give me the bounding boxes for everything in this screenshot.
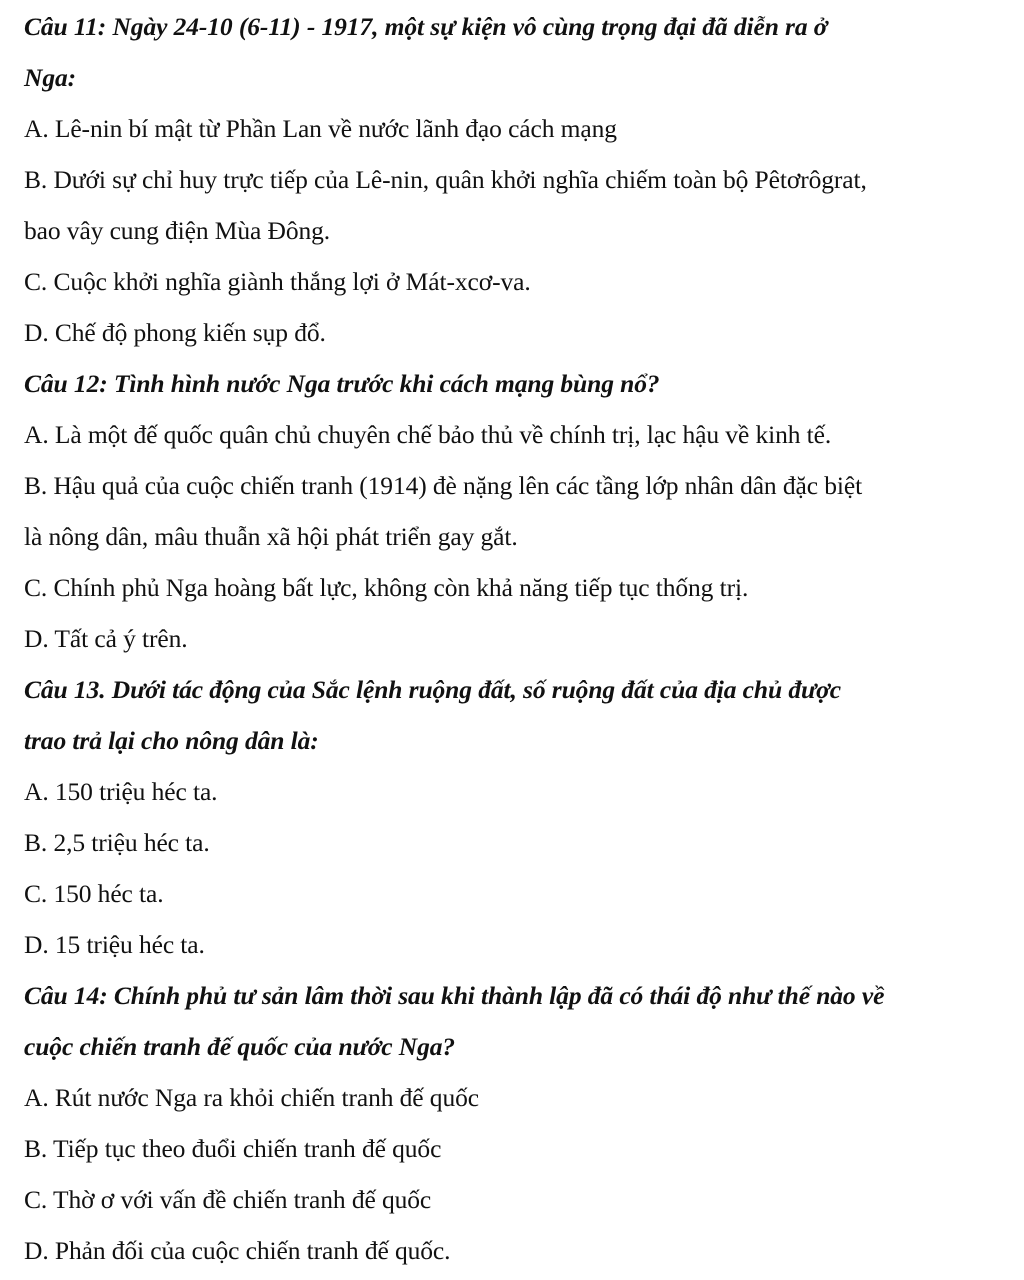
answer-option-b [24,460,1004,562]
option-line: A. Là một đế quốc quân chủ chuyên chế bảo thủ về chính trị, lạc hậu về kinh tế. [24,420,832,449]
stem-line: trao trả lại cho nông dân là: [24,726,319,755]
question-12 [24,358,1004,664]
question-stem [24,358,1004,409]
option-line: D. Phản đối của cuộc chiến tranh đế quốc. [24,1236,451,1265]
question-11 [24,1,1004,358]
question-stem [24,970,1004,1072]
question-stem [24,1,1004,103]
option-line: A. Lê-nin bí mật từ Phần Lan về nước lãnh đạo cách mạng [24,114,617,143]
answer-option-d [24,1225,1004,1276]
stem-line: cuộc chiến tranh đế quốc của nước Nga? [24,1032,456,1061]
answer-option-a [24,409,1004,460]
answer-option-c [24,562,1004,613]
option-line: A. Rút nước Nga ra khỏi chiến tranh đế quốc [24,1083,479,1112]
option-line: B. Dưới sự chỉ huy trực tiếp của Lê-nin, quân khởi nghĩa chiếm toàn bộ Pêtơrôgrat, [24,165,867,194]
option-line: C. Thờ ơ với vấn đề chiến tranh đế quốc [24,1185,432,1214]
answer-option-b [24,817,1004,868]
option-line: bao vây cung điện Mùa Đông. [24,216,331,245]
answer-option-a [24,766,1004,817]
answer-option-c [24,1174,1004,1225]
option-line: C. 150 héc ta. [24,879,164,908]
option-line: A. 150 triệu héc ta. [24,777,218,806]
question-13 [24,664,1004,970]
question-stem [24,664,1004,766]
option-line: B. 2,5 triệu héc ta. [24,828,210,857]
answer-option-c [24,256,1004,307]
option-line: D. Tất cả ý trên. [24,624,188,653]
option-line: C. Cuộc khởi nghĩa giành thắng lợi ở Mát-xcơ-va. [24,267,531,296]
option-line: C. Chính phủ Nga hoàng bất lực, không còn khả năng tiếp tục thống trị. [24,573,749,602]
option-line: B. Tiếp tục theo đuổi chiến tranh đế quốc [24,1134,442,1163]
answer-option-a [24,103,1004,154]
option-line: D. 15 triệu héc ta. [24,930,205,959]
answer-option-a [24,1072,1004,1123]
option-line: là nông dân, mâu thuẫn xã hội phát triển gay gắt. [24,522,518,551]
option-line: D. Chế độ phong kiến sụp đổ. [24,318,326,347]
stem-line: Câu 11: Ngày 24-10 (6-11) - 1917, một sự kiện vô cùng trọng đại đã diễn ra ở [24,12,828,41]
stem-line: Nga: [24,63,77,92]
answer-option-d [24,919,1004,970]
answer-option-b [24,1123,1004,1174]
stem-line: Câu 14: Chính phủ tư sản lâm thời sau khi thành lập đã có thái độ như thế nào về [24,981,885,1010]
question-14 [24,970,1004,1276]
answer-option-b [24,154,1004,256]
stem-line: Câu 12: Tình hình nước Nga trước khi cách mạng bùng nổ? [24,369,660,398]
stem-line: Câu 13. Dưới tác động của Sắc lệnh ruộng đất, số ruộng đất của địa chủ được [24,675,841,704]
quiz-document [24,0,1004,1276]
answer-option-c [24,868,1004,919]
answer-option-d [24,307,1004,358]
answer-option-d [24,613,1004,664]
option-line: B. Hậu quả của cuộc chiến tranh (1914) đè nặng lên các tầng lớp nhân dân đặc biệt [24,471,863,500]
